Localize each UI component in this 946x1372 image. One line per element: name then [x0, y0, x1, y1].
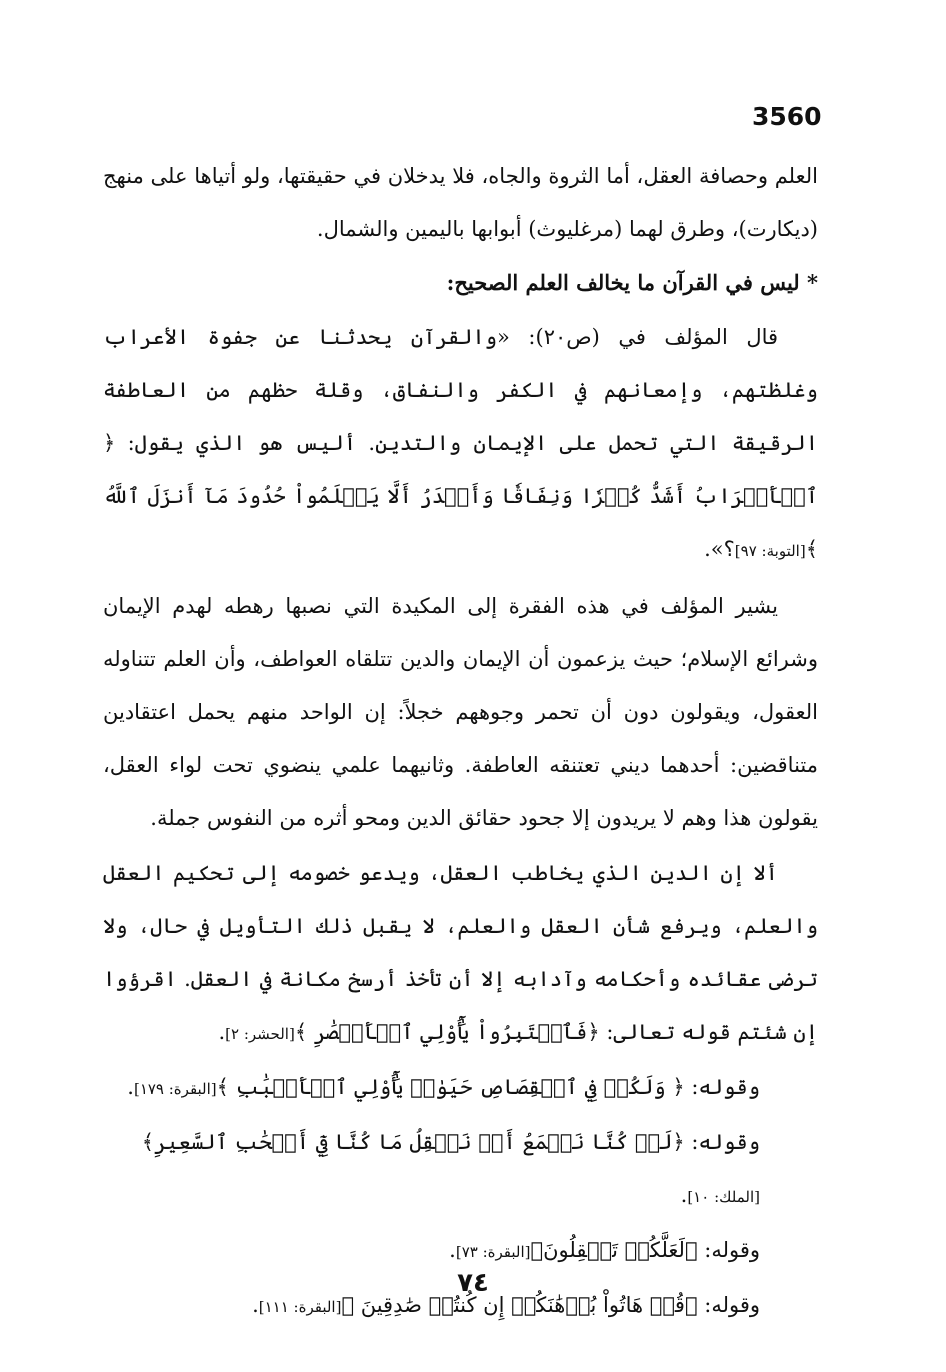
verse-text: ﴿لَعَلَّكُمۡ تَعۡقِلُونَ﴾	[530, 1238, 698, 1262]
quran-reference: [الحشر: ٢]	[225, 1025, 295, 1043]
verse-text: ﴿ وَلَكُمۡ فِي ٱلۡقِصَاصِ حَيَوٰةٞ يَٰٓأُوْلِي ٱلۡأَلۡبَٰبِ ﴾	[216, 1075, 685, 1099]
quran-reference: [البقرة: ١٧٩]	[133, 1080, 217, 1098]
paragraph-3-end: .	[218, 1020, 226, 1044]
verse-line	[103, 1116, 818, 1224]
quran-reference: [البقرة: ٧٣]	[455, 1243, 531, 1261]
page-number-bottom: ٧٤	[457, 1268, 489, 1298]
verse-text: ﴿لَوۡ كُنَّا نَسۡمَعُ أَوۡ نَعۡقِلُ مَا كُنَّا فِيٓ أَصۡحَٰبِ ٱلسَّعِيرِ﴾	[141, 1130, 685, 1154]
verse-text: ﴿قُلۡ هَاتُواْ بُرۡهَٰنَكُمۡ إِن كُنتُمۡ صَٰدِقِينَ ﴾	[341, 1293, 698, 1317]
page-body	[103, 150, 818, 1334]
paragraph-1-end: ؟».	[704, 537, 735, 561]
verse-end: .	[127, 1075, 134, 1099]
verse-prefix: وقوله:	[697, 1293, 760, 1317]
intro-paragraph: العلم وحصافة العقل، أما الثروة والجاه، فلا يدخلان في حقيقتها، ولو أتياها على منهج (ديكارت)، وطرق لهما (مرغليوث) أبوابها باليمين والشمال.	[103, 164, 818, 241]
paragraph-1-text: قال المؤلف في (ص٢٠): «والقرآن يحدثنا عن جفوة الأعراب وغلظتهم، وإمعانهم في الكفر والنفاق، وقلة حظهم من العاطفة الرقيقة التي تحمل على الإيمان والتدين. أليس هو الذي يقول: ﴿ ٱلۡأَعۡرَابُ أَشَدُّ كُفۡرٗا وَنِفَاقٗا وَأَجۡدَرُ أَلَّا يَعۡلَمُواْ حُدُودَ مَآ أَنزَلَ ٱللَّهُ ﴾	[103, 325, 818, 561]
verse-prefix: وقوله:	[684, 1075, 760, 1099]
verse-end: .	[252, 1293, 259, 1317]
verse-prefix: وقوله:	[697, 1238, 760, 1262]
page-number-top: 3560	[752, 102, 822, 131]
verse-prefix: وقوله:	[684, 1130, 760, 1154]
quran-reference: [البقرة: ١١١]	[258, 1298, 342, 1316]
verse-line	[103, 1061, 818, 1116]
verse-end: .	[680, 1183, 688, 1207]
paragraph-3	[103, 847, 818, 1061]
quran-reference: [التوبة: ٩٧]	[734, 542, 806, 560]
quran-reference: [الملك: ١٠]	[687, 1188, 760, 1206]
verse-end: .	[449, 1238, 456, 1262]
section-heading: * ليس في القرآن ما يخالف العلم الصحيح:	[446, 270, 818, 295]
paragraph-1	[103, 311, 818, 578]
paragraph-2: يشير المؤلف في هذه الفقرة إلى المكيدة التي نصبها رهطه لهدم الإيمان وشرائع الإسلام؛ حيث يزعمون أن الإيمان والدين تتلقاه العواطف، وأن العلم تتناوله العقول، ويقولون دون أن تحمر وجوههم خجلاً: إن الواحد منهم يحمل اعتقادين متناقضين: أحدهما ديني تعتنقه العاطفة. وثانيهما علمي ينضوي تحت لواء العقل، يقولون هذا وهم لا يريدون إلا جحود حقائق الدين ومحو أثره من النفوس جملة.	[103, 594, 818, 830]
paragraph-3-text: ألا إن الدين الذي يخاطب العقل، ويدعو خصومه إلى تحكيم العقل والعلم، ويرفع شأن العقل والعلم، لا يقبل ذلك التأويل في حال، ولا ترضى عقائده وأحكامه وآدابه إلا أن تأخذ أرسخ مكانة في العقل. اقرؤوا إن شئتم قوله تعالى: ﴿فَٱعۡتَبِرُواْ يَٰٓأُوْلِي ٱلۡأَبۡصَٰرِ ﴾	[103, 861, 818, 1044]
